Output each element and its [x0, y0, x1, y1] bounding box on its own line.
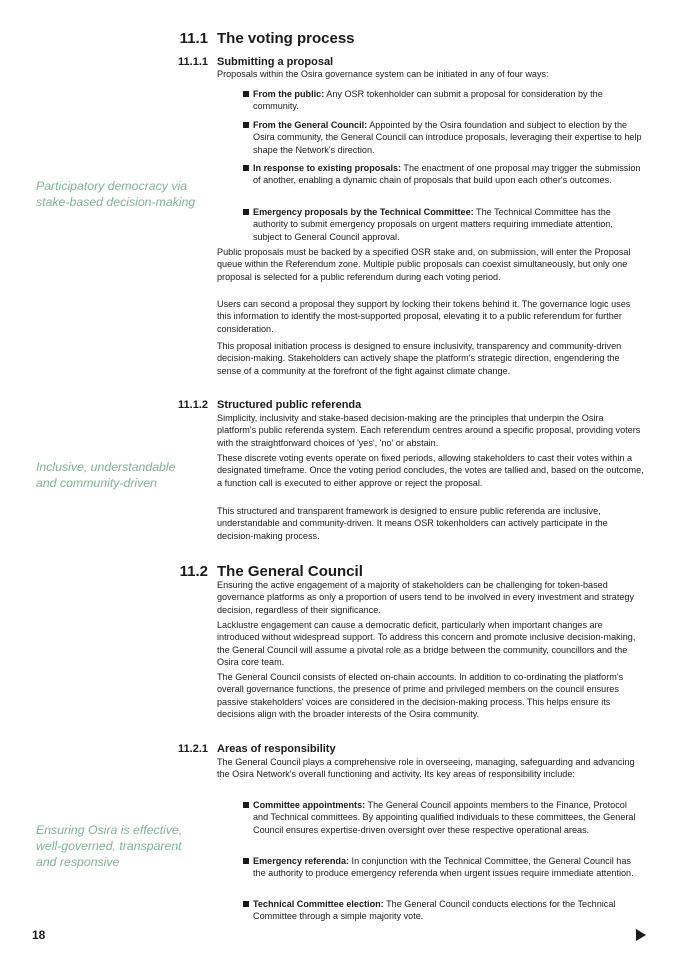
bullet-square-icon — [243, 91, 249, 97]
list-item — [243, 88, 643, 113]
paragraph: Public proposals must be backed by a specified OSR stake and, on submission, will enter the Proposal queue within the Referendum zone. Multiple public proposals can coexist simultaneously, but only one proposal is selected for a public referendum during each voting period. — [217, 247, 631, 282]
pull-quote-inclusive: Inclusive, understandable and community-driven — [36, 460, 176, 490]
list-item — [243, 162, 643, 187]
paragraph: These discrete voting events operate on fixed periods, allowing stakeholders to cast their votes within a designated timeframe. Once the voting period concludes, the votes are tallied and, based on the outcome, a function call is executed to either approve or reject the proposal. — [217, 453, 644, 488]
subsection-number: 11.2.1 — [178, 743, 208, 755]
paragraph: Simplicity, inclusivity and stake-based decision-making are the principles that underpin the Osira platform's public referenda system. Each referendum centres around a specific proposal, providing voters with the straightforward choices of 'yes', 'no' or abstain. — [217, 413, 641, 448]
paragraph: The General Council consists of elected on-chain accounts. In addition to co-ordinating the platform's overall governance functions, the presence of prime and privileged members on the council ensures passive stakeholders' voices are considered in the decision-making process. This helps ensure its decisions align with the broader interests of the Osira community. — [217, 672, 624, 720]
page-number: 18 — [32, 928, 46, 942]
list-item-lead: From the General Council: — [253, 120, 368, 130]
list-item-text: Appointed by the Osira foundation and subject to election by the Osira community, the General Council can introduce proposals, leveraging their expertise to help shape the Network's direction. — [253, 120, 642, 155]
list-item-text: The General Council appoints members to the Finance, Protocol and Technical committees. By appointing qualified individuals to these committees, the General Council ensures expertise-driven oversight over these respective operational areas. — [253, 800, 636, 835]
list-item-text: The enactment of one proposal may trigger the submission of another, enabling a dynamic chain of proposals that build upon each other's outcomes. — [253, 163, 641, 186]
list-item — [243, 119, 643, 156]
subsection-number: 11.1.2 — [178, 399, 208, 411]
list-item-lead: Committee appointments: — [253, 800, 366, 810]
section-number: 11.2 — [179, 563, 208, 580]
next-page-arrow-icon[interactable] — [636, 929, 646, 941]
paragraph: Ensuring the active engagement of a majority of stakeholders can be challenging for token-based governance platforms as only a proportion of users tend to be involved in every investment and strategy decision, regardless of their significance. — [217, 580, 635, 615]
list-item — [243, 855, 643, 880]
list-item-text: Any OSR tokenholder can submit a proposal for consideration by the community. — [253, 89, 603, 112]
list-item — [243, 206, 643, 243]
list-item-lead: In response to existing proposals: — [253, 163, 402, 173]
section-title: The voting process — [217, 30, 355, 47]
list-item — [243, 898, 643, 923]
list-item-lead: From the public: — [253, 89, 325, 99]
section-title: The General Council — [217, 563, 363, 580]
paragraph: Proposals within the Osira governance system can be initiated in any of four ways: — [217, 69, 549, 79]
list-item-lead: Emergency proposals by the Technical Committee: — [253, 207, 474, 217]
list-item-text: The General Council conducts elections for the Technical Committee through a simple majority vote. — [253, 899, 616, 922]
paragraph: The General Council plays a comprehensive role in overseeing, managing, safeguarding and advancing the Osira Network's overall functioning and activity. Its key areas of responsibility include: — [217, 757, 635, 780]
list-item-lead: Technical Committee election: — [253, 899, 384, 909]
subsection-title: Areas of responsibility — [217, 743, 336, 755]
paragraph: Lacklustre engagement can cause a democratic deficit, particularly when important changes are introduced without widespread support. To address this concern and promote inclusive decision-making, the General Council will assume a pivotal role as a bridge between the community, councillors and the Osira core team. — [217, 620, 636, 668]
paragraph: This proposal initiation process is designed to ensure inclusivity, transparency and community-driven decision-making. Stakeholders can actively shape the platform's strategic direction, engendering the sense of a community at the forefront of the fight against climate change. — [217, 341, 622, 376]
list-item-text: In conjunction with the Technical Committee, the General Council has the authority to produce emergency referenda when urgent issues require immediate attention. — [253, 856, 634, 879]
pull-quote-participatory: Participatory democracy via stake-based decision-making — [36, 179, 196, 209]
bullet-square-icon — [243, 802, 249, 808]
bullet-square-icon — [243, 209, 249, 215]
subsection-title: Structured public referenda — [217, 399, 362, 411]
section-number: 11.1 — [179, 30, 208, 47]
subsection-title: Submitting a proposal — [217, 56, 334, 68]
bullet-square-icon — [243, 122, 249, 128]
list-item — [243, 799, 643, 836]
paragraph: Users can second a proposal they support by locking their tokens behind it. The governance logic uses this information to identify the most-supported proposal, elevating it to a public referendum for further consideration. — [217, 299, 631, 334]
list-item-text: The Technical Committee has the authority to submit emergency proposals on urgent matters requiring immediate attention, subject to General Council approval. — [253, 207, 613, 242]
subsection-number: 11.1.1 — [178, 56, 208, 68]
pull-quote-ensuring: Ensuring Osira is effective, well-governed, transparent and responsive — [36, 823, 183, 869]
bullet-square-icon — [243, 858, 249, 864]
bullet-square-icon — [243, 901, 249, 907]
paragraph: This structured and transparent framework is designed to ensure public referenda are inclusive, understandable and community-driven. It means OSR tokenholders can actively participate in the decision-making process. — [217, 506, 608, 541]
list-item-lead: Emergency referenda: — [253, 856, 350, 866]
bullet-square-icon — [243, 165, 249, 171]
